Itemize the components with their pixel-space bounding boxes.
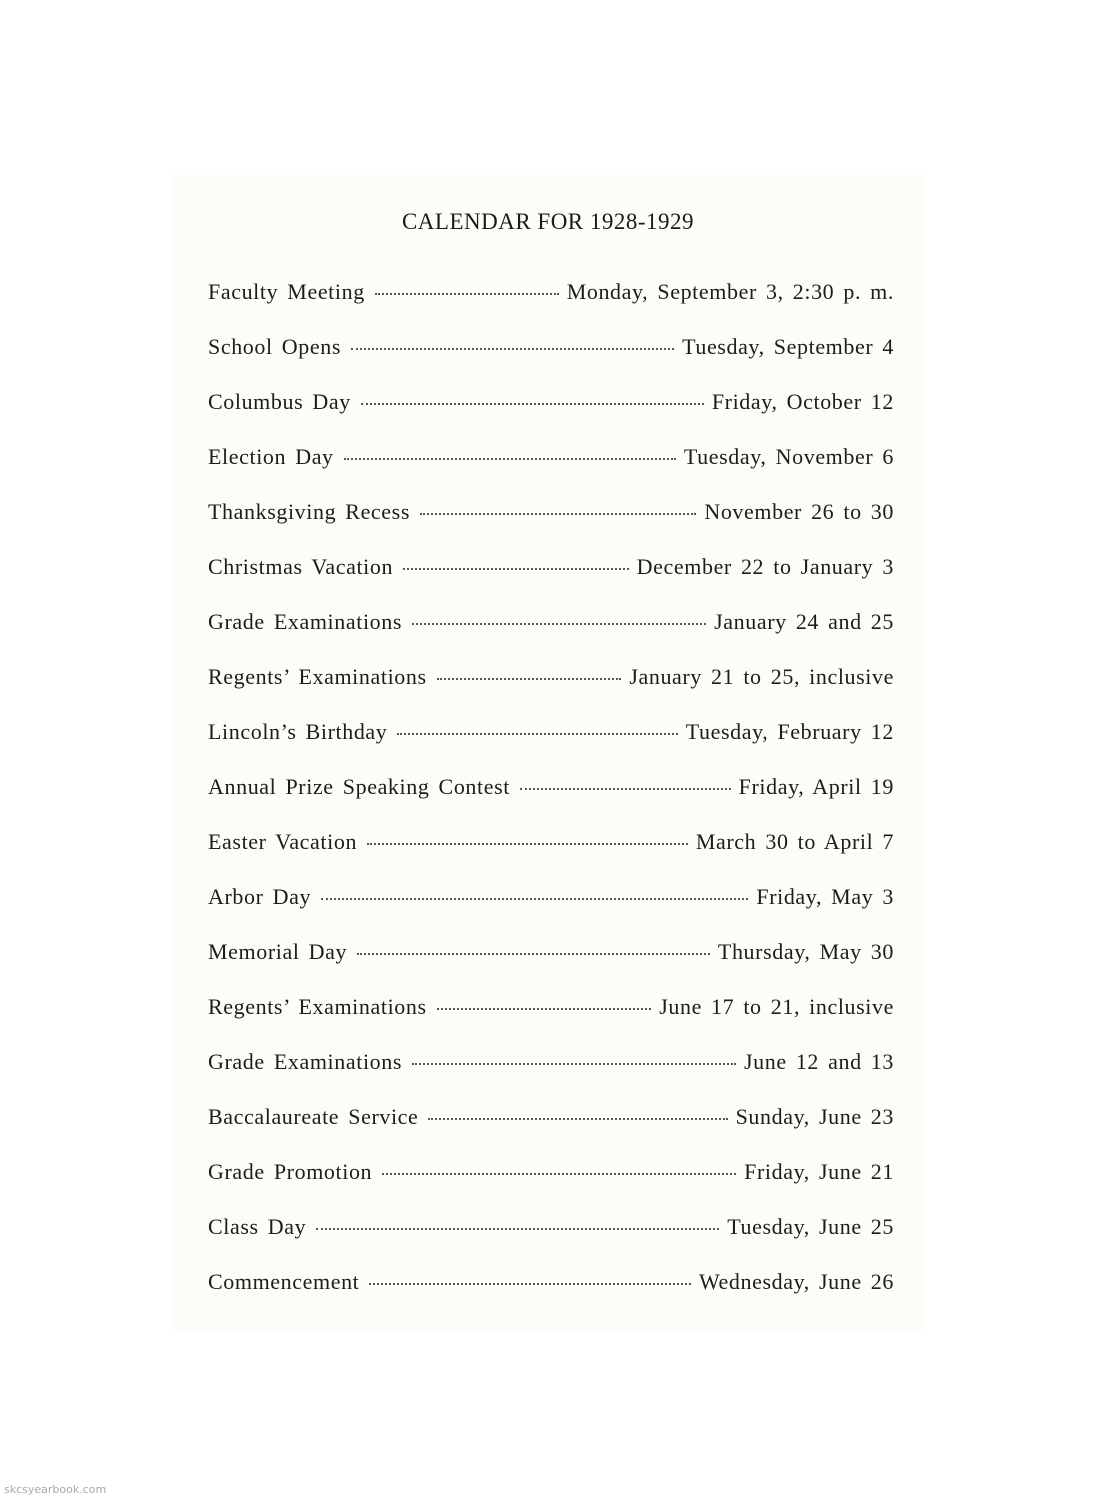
page-title: CALENDAR FOR 1928-1929: [401, 209, 695, 234]
event-name: Election Day: [208, 444, 334, 469]
calendar-entry: [208, 389, 894, 444]
event-date: Monday, September 3, 2:30 p. m.: [566, 279, 894, 304]
dot-leader: [520, 788, 731, 790]
calendar-entry: [208, 279, 894, 334]
event-date: Tuesday, November 6: [683, 444, 894, 469]
event-date: Thursday, May 30: [717, 939, 894, 964]
event-date: Friday, April 19: [738, 774, 894, 799]
dot-leader: [321, 898, 748, 900]
dot-leader: [403, 568, 629, 570]
event-name: School Opens: [208, 334, 342, 359]
dot-leader: [367, 843, 688, 845]
event-date: March 30 to April 7: [695, 829, 894, 854]
dot-leader: [351, 348, 674, 350]
event-name: Arbor Day: [208, 884, 312, 909]
event-name: Baccalaureate Service: [208, 1104, 419, 1129]
event-name: Class Day: [208, 1214, 307, 1239]
dot-leader: [420, 513, 696, 515]
dot-leader: [437, 678, 622, 680]
calendar-entry: [208, 609, 894, 664]
event-date: Tuesday, September 4: [682, 334, 894, 359]
calendar-list: [208, 279, 894, 1324]
dot-leader: [357, 953, 710, 955]
dot-leader: [361, 403, 704, 405]
dot-leader: [382, 1173, 736, 1175]
event-name: Grade Examinations: [208, 609, 403, 634]
event-date: November 26 to 30: [704, 499, 894, 524]
event-name: Thanksgiving Recess: [208, 499, 410, 524]
event-name: Grade Promotion: [208, 1159, 373, 1184]
dot-leader: [412, 623, 706, 625]
calendar-entry: [208, 1104, 894, 1159]
dot-leader: [428, 1118, 727, 1120]
event-date: Tuesday, June 25: [727, 1214, 894, 1239]
calendar-entry: [208, 664, 894, 719]
event-date: Friday, May 3: [756, 884, 894, 909]
dot-leader: [437, 1008, 652, 1010]
event-date: January 21 to 25, inclusive: [629, 664, 894, 689]
calendar-entry: [208, 994, 894, 1049]
event-name: Columbus Day: [208, 389, 351, 414]
calendar-entry: [208, 774, 894, 829]
calendar-entry: [208, 829, 894, 884]
calendar-entry: [208, 1159, 894, 1214]
dot-leader: [412, 1063, 736, 1065]
dot-leader: [369, 1283, 691, 1285]
yearbook-page: [170, 175, 926, 1330]
site-watermark: skcsyearbook.com: [4, 1483, 107, 1496]
calendar-entry: [208, 444, 894, 499]
dot-leader: [344, 458, 676, 460]
event-date: Friday, June 21: [744, 1159, 894, 1184]
calendar-entry: [208, 334, 894, 389]
event-name: Christmas Vacation: [208, 554, 394, 579]
calendar-entry: [208, 939, 894, 994]
dot-leader: [316, 1228, 719, 1230]
event-name: Lincoln’s Birthday: [208, 719, 388, 744]
event-date: June 17 to 21, inclusive: [659, 994, 894, 1019]
calendar-entry: [208, 554, 894, 609]
event-date: Wednesday, June 26: [698, 1269, 894, 1294]
calendar-entry: [208, 1049, 894, 1104]
event-name: Regents’ Examinations: [208, 664, 427, 689]
calendar-entry: [208, 1269, 894, 1324]
event-name: Faculty Meeting: [208, 279, 365, 304]
calendar-entry: [208, 499, 894, 554]
event-name: Commencement: [208, 1269, 360, 1294]
calendar-entry: [208, 884, 894, 939]
event-name: Grade Examinations: [208, 1049, 403, 1074]
dot-leader: [375, 293, 559, 295]
dot-leader: [397, 733, 677, 735]
event-name: Regents’ Examinations: [208, 994, 427, 1019]
event-name: Memorial Day: [208, 939, 348, 964]
event-date: January 24 and 25: [714, 609, 894, 634]
event-name: Annual Prize Speaking Contest: [208, 774, 510, 799]
event-date: Sunday, June 23: [735, 1104, 894, 1129]
calendar-entry: [208, 719, 894, 774]
event-date: Friday, October 12: [711, 389, 894, 414]
event-date: June 12 and 13: [744, 1049, 894, 1074]
event-date: December 22 to January 3: [636, 554, 894, 579]
event-name: Easter Vacation: [208, 829, 358, 854]
calendar-entry: [208, 1214, 894, 1269]
event-date: Tuesday, February 12: [685, 719, 894, 744]
